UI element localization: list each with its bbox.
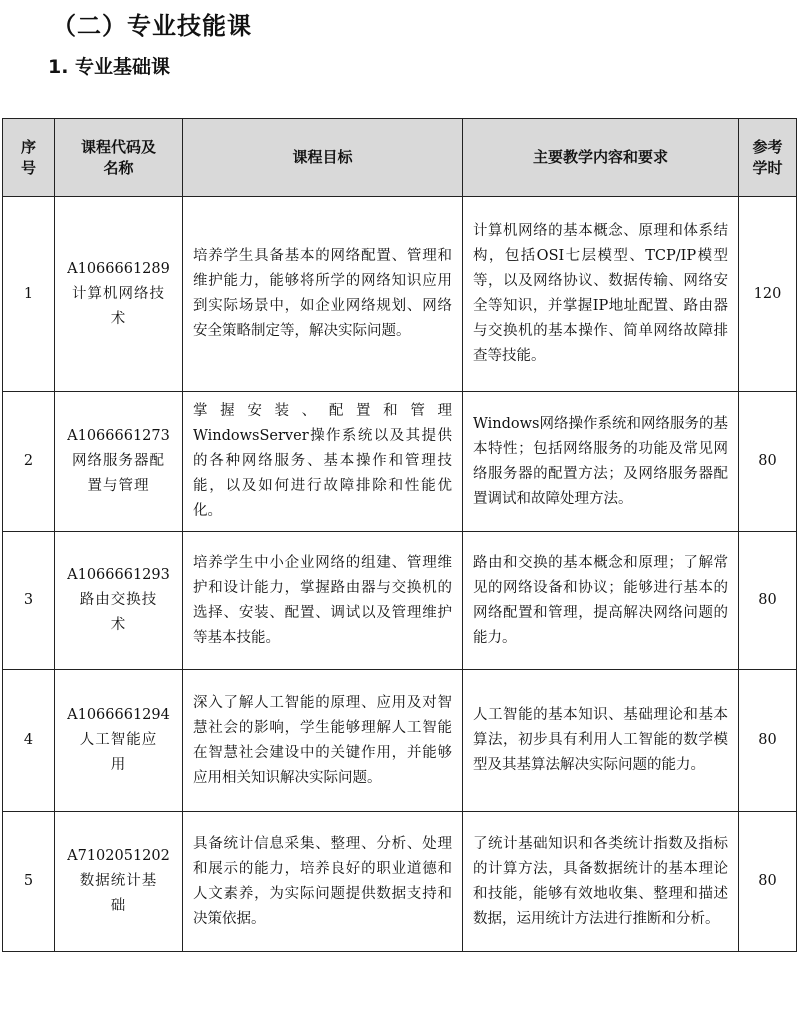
course-goal: 培养学生中小企业网络的组建、管理维护和设计能力，掌握路由器与交换机的选择、安装、配置、调试以及管理维护等基本技能。 [183,532,463,670]
row-num: 5 [3,812,55,952]
course-content: Windows网络操作系统和网络服务的基本特性；包括网络服务的功能及常见网络服务器的配置方法；及网络服务器配置调试和故障处理方法。 [463,392,739,532]
course-code-name [55,392,183,532]
header-hours: 参考学时 [739,119,797,197]
course-code: A1066661293 [67,567,170,583]
course-content: 了统计基础知识和各类统计指数及指标的计算方法，具备数据统计的基本理论和技能，能够有效地收集、整理和描述数据，运用统计方法进行推断和分析。 [463,812,739,952]
table-row [3,670,797,812]
table-header-row [3,119,797,197]
table-row [3,812,797,952]
row-num: 3 [3,532,55,670]
course-code-name [55,197,183,392]
course-goal: 培养学生具备基本的网络配置、管理和维护能力，能够将所学的网络知识应用到实际场景中，如企业网络规划、网络安全策略制定等，解决实际问题。 [183,197,463,392]
course-hours: 80 [739,392,797,532]
course-code-name [55,532,183,670]
course-hours: 80 [739,532,797,670]
course-name: 路由交换技术 [79,592,158,633]
row-num: 2 [3,392,55,532]
course-code-name [55,670,183,812]
course-hours: 120 [739,197,797,392]
course-name: 人工智能应用 [79,732,158,773]
header-code: 课程代码及名称 [55,119,183,197]
course-code-name [55,812,183,952]
course-code: A7102051202 [67,848,170,864]
table-row [3,532,797,670]
course-content: 路由和交换的基本概念和原理；了解常见的网络设备和协议；能够进行基本的网络配置和管理，提高解决网络问题的能力。 [463,532,739,670]
course-hours: 80 [739,670,797,812]
course-name: 数据统计基础 [79,873,158,914]
table-row [3,392,797,532]
course-code: A1066661289 [67,260,170,277]
row-num: 4 [3,670,55,812]
course-goal: 具备统计信息采集、整理、分析、处理和展示的能力，培养良好的职业道德和人文素养，为实际问题提供数据支持和决策依据。 [183,812,463,952]
course-goal: 掌握安装、配置和管理WindowsServer操作系统以及其提供的各种网络服务、基本操作和管理技能，以及如何进行故障排除和性能优化。 [183,392,463,532]
subsection-title: 1. 专业基础课 [48,56,171,78]
course-hours: 80 [739,812,797,952]
course-name: 网络服务器配置与管理 [72,453,165,494]
table-row [3,197,797,392]
section-title: （二）专业技能课 [52,12,252,40]
course-name: 计算机网络技术 [72,285,165,327]
course-goal: 深入了解人工智能的原理、应用及对智慧社会的影响，学生能够理解人工智能在智慧社会建设中的关键作用，并能够应用相关知识解决实际问题。 [183,670,463,812]
course-table [2,118,797,952]
row-num: 1 [3,197,55,392]
header-num: 序号 [3,119,55,197]
course-code: A1066661273 [67,428,170,444]
header-content: 主要教学内容和要求 [463,119,739,197]
header-goal: 课程目标 [183,119,463,197]
course-content: 计算机网络的基本概念、原理和体系结构，包括OSI七层模型、TCP/IP模型等，以及网络协议、数据传输、网络安全等知识，并掌握IP地址配置、路由器与交换机的基本操作、简单网络故障排查等技能。 [463,197,739,392]
course-code: A1066661294 [67,707,170,723]
course-content: 人工智能的基本知识、基础理论和基本算法，初步具有利用人工智能的数学模型及其基算法解决实际问题的能力。 [463,670,739,812]
